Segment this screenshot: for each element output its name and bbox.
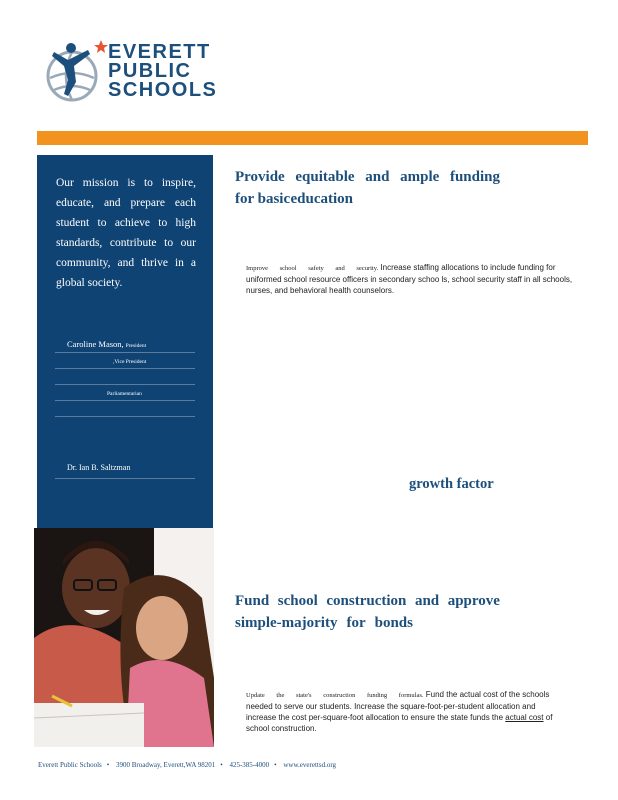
footer: Everett Public Schools • 3900 Broadway, Everett,WA 98201 • 425-385-4000 • www.everettsd.org [38,761,337,769]
footer-address: 3900 Broadway, Everett,WA 98201 [115,761,216,769]
paragraph-lead: Update the state's construction funding formulas. [246,692,424,699]
paragraph-lead: Improve school safety and security. [246,265,379,272]
superintendent-rule [55,478,195,479]
heading-word: construction [326,593,407,609]
heading-word: for [346,615,366,631]
paragraph-body: Fund the actual cost of the schools needed to serve our students. Increase the square-foot-per-student allocation and increase the cost per-square-foot allocation to ensure the state funds the [246,690,550,722]
heading-word: education [290,191,353,207]
board-row-parliamentarian [55,384,195,401]
heading-line [235,166,500,188]
heading-word: approve [447,593,500,609]
heading-line [235,612,413,634]
logo-line-1: EVERETT [108,41,211,63]
board-row-director [55,368,195,385]
heading-word: simple-majority [235,615,338,631]
footer-phone: 425-385-4000 [229,761,270,769]
board-member-name: Caroline Mason, [67,339,124,349]
board-row-vice-president: ,Vice President [55,352,195,369]
mission-statement: Our mission is to inspire, educate, and prepare each student to achieve to high standards, contribute to our community, and thrive in a global society. [56,177,196,289]
paragraph-emphasis: actual cost [505,713,544,722]
teacher-student-photo [34,528,214,747]
heading-word: for basic [235,191,291,207]
heading-word: Fund [235,593,270,609]
board-row-director-2 [55,400,195,417]
board-member-role: Parliamentarian [107,391,142,397]
superintendent-name: Dr. Ian B. Saltzman [67,463,131,472]
district-logo [44,38,224,110]
heading-line [235,188,353,210]
growth-factor-label: growth factor [409,476,494,492]
accent-bar [37,131,588,145]
safety-paragraph [246,262,576,296]
paragraph-body: Increase staffing allocations to include funding for uniformed school resource officers in secondary schoo ls, school security staff in all schools, nurses, and behavioral health counselors. [246,263,573,295]
board-member-role: President [125,343,147,349]
heading-word: school [277,593,318,609]
board-row-president [55,336,195,353]
heading-word: ample [400,169,440,185]
paragraph-body-end: of school construction. [246,713,553,733]
footer-website-link[interactable]: www.everettsd.org [283,761,337,769]
heading-word: and [365,169,390,185]
heading-word: Provide [235,169,285,185]
star-icon [94,40,108,53]
heading-word: bonds [374,615,413,631]
logo-line-3: SCHOOLS [108,79,218,101]
section-heading-school-construction [235,590,500,634]
globe-figure-icon [44,38,108,110]
logo-line-2: PUBLIC [108,60,192,82]
footer-org: Everett Public Schools [38,761,102,769]
heading-word: and [414,593,440,609]
section-heading-basic-education [235,166,500,210]
logo-wordmark [108,43,217,100]
construction-paragraph [246,689,564,734]
heading-line [235,590,500,612]
board-member-role: Vice President [114,359,147,365]
heading-word: funding [449,169,500,185]
heading-word: equitable [295,169,355,185]
mission-sidebar [37,155,213,529]
